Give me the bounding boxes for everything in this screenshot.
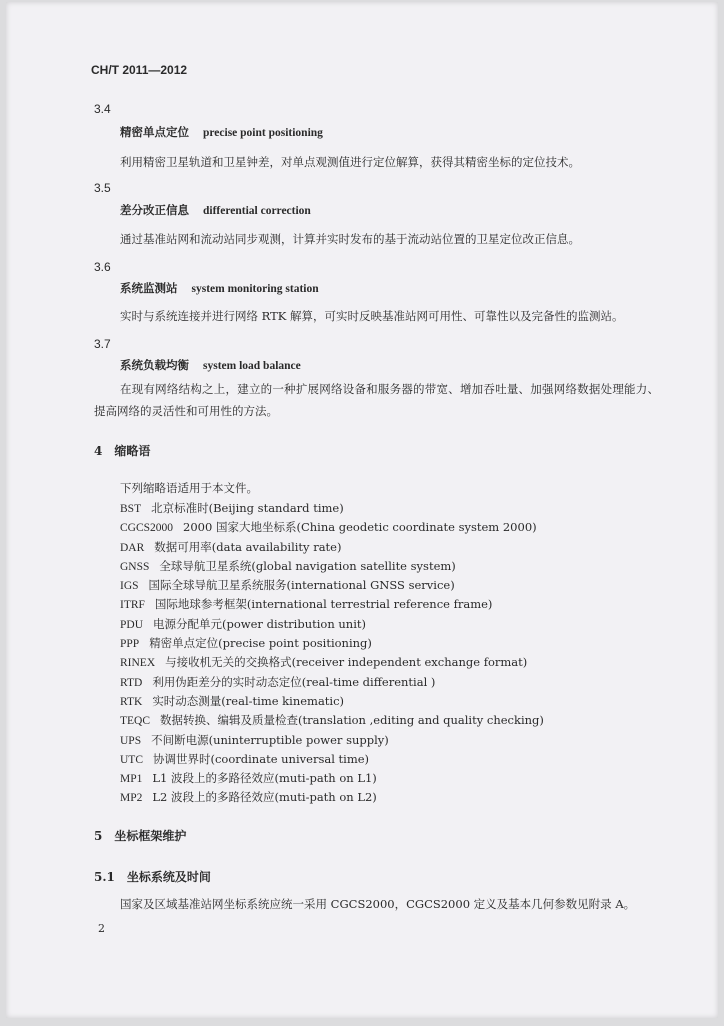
abbreviation: ITRF bbox=[120, 599, 145, 612]
abbreviation: RTD bbox=[120, 676, 143, 689]
page-number: 2 bbox=[98, 922, 105, 935]
abbreviation-item bbox=[120, 557, 544, 576]
abbreviation: CGCS2000 bbox=[120, 522, 174, 535]
term-cn: 差分改正信息 bbox=[120, 203, 189, 217]
abbreviation: PDU bbox=[120, 618, 144, 631]
abbreviation: UPS bbox=[120, 734, 142, 747]
abbreviation: PPP bbox=[120, 638, 140, 651]
abbreviation-item bbox=[120, 731, 544, 750]
abbreviation-item bbox=[120, 788, 544, 807]
section-intro: 下列缩略语适用于本文件。 bbox=[120, 481, 258, 495]
section-heading: 5 坐标框架维护 bbox=[94, 829, 187, 843]
abbreviation: GNSS bbox=[120, 560, 150, 573]
abbreviation: IGS bbox=[120, 580, 139, 593]
term-cn: 系统负载均衡 bbox=[120, 358, 189, 372]
term-definition: 通过基准站网和流动站同步观测，计算并实时发布的基于流动站位置的卫星定位改正信息。 bbox=[120, 232, 580, 246]
abbreviation: MP1 bbox=[120, 773, 143, 786]
abbreviation-desc: L2 波段上的多路径效应(muti-path on L2) bbox=[152, 790, 377, 805]
term-title bbox=[120, 357, 301, 373]
abbreviation: MP2 bbox=[120, 792, 143, 805]
subsection-heading: 5.1 坐标系统及时间 bbox=[94, 870, 211, 884]
abbreviation-item bbox=[120, 595, 544, 614]
abbreviation: RINEX bbox=[120, 657, 156, 670]
term-title bbox=[120, 124, 323, 140]
standard-code-header: CH/T 2011—2012 bbox=[91, 63, 188, 77]
document-page bbox=[6, 2, 718, 1018]
abbreviation-item bbox=[120, 615, 544, 634]
abbreviation-desc: 国际全球导航卫星系统服务(international GNSS service) bbox=[148, 578, 455, 593]
abbreviation-desc: 利用伪距差分的实时动态定位(real-time differential ) bbox=[152, 674, 436, 689]
clause-number: 3.4 bbox=[94, 102, 111, 116]
abbreviation-item bbox=[120, 518, 544, 537]
abbreviation-item bbox=[120, 673, 544, 692]
abbreviation-item bbox=[120, 769, 544, 788]
term-cn: 系统监测站 bbox=[120, 281, 178, 295]
abbreviation: TEQC bbox=[120, 715, 151, 728]
clause-number: 3.6 bbox=[94, 260, 111, 274]
term-definition: 在现有网络结构之上，建立的一种扩展网络设备和服务器的带宽、增加吞吐量、加强网络数据处理能力、提高网络的灵活性和可用性的方法。 bbox=[94, 382, 659, 418]
clause-number: 3.5 bbox=[94, 181, 111, 195]
abbreviation-desc: 2000 国家大地坐标系(China geodetic coordinate system 2000) bbox=[183, 520, 537, 535]
abbreviation-desc: L1 波段上的多路径效应(muti-path on L1) bbox=[152, 771, 377, 786]
abbreviation-item bbox=[120, 538, 544, 557]
abbreviation-desc: 数据可用率(data availability rate) bbox=[154, 539, 342, 554]
term-cn: 精密单点定位 bbox=[120, 125, 189, 139]
abbreviation-desc: 北京标准时(Beijing standard time) bbox=[151, 501, 344, 515]
term-title bbox=[120, 280, 319, 296]
section-heading: 4 缩略语 bbox=[94, 444, 151, 458]
term-en: precise point positioning bbox=[203, 127, 323, 139]
abbreviation-item bbox=[120, 711, 544, 730]
abbreviation-list bbox=[120, 499, 544, 808]
abbreviation-desc: 国际地球参考框架(international terrestrial reference frame) bbox=[154, 597, 493, 612]
abbreviation-desc: 不间断电源(uninterruptible power supply) bbox=[151, 732, 389, 747]
term-title bbox=[120, 202, 311, 218]
abbreviation-item bbox=[120, 653, 544, 672]
abbreviation-item bbox=[120, 576, 544, 595]
abbreviation: UTC bbox=[120, 753, 143, 766]
term-definition: 实时与系统连接并进行网络 RTK 解算，可实时反映基准站网可用性、可靠性以及完备性的监测站。 bbox=[120, 309, 624, 323]
term-en: differential correction bbox=[203, 205, 311, 217]
abbreviation-desc: 协调世界时(coordinate universal time) bbox=[153, 751, 370, 766]
abbreviation: DAR bbox=[120, 541, 145, 554]
abbreviation-desc: 实时动态测量(real-time kinematic) bbox=[152, 693, 345, 708]
abbreviation-item bbox=[120, 692, 544, 711]
abbreviation-desc: 精密单点定位(precise point positioning) bbox=[149, 636, 372, 651]
term-en: system monitoring station bbox=[191, 283, 319, 295]
clause-number: 3.7 bbox=[94, 337, 111, 351]
term-definition: 利用精密卫星轨道和卫星钟差，对单点观测值进行定位解算，获得其精密坐标的定位技术。 bbox=[120, 155, 580, 169]
abbreviation-item bbox=[120, 634, 544, 653]
subsection-text: 国家及区域基准站网坐标系统应统一采用 CGCS2000，CGCS2000 定义及基本几何参数见附录 A。 bbox=[120, 897, 636, 911]
term-en: system load balance bbox=[203, 360, 301, 372]
abbreviation: BST bbox=[120, 503, 142, 515]
abbreviation-desc: 与接收机无关的交换格式(receiver independent exchange format) bbox=[165, 655, 528, 670]
abbreviation: RTK bbox=[120, 695, 143, 708]
abbreviation-item bbox=[120, 750, 544, 769]
abbreviation-desc: 全球导航卫星系统(global navigation satellite system) bbox=[159, 558, 456, 573]
abbreviation-desc: 数据转换、编辑及质量检查(translation ,editing and quality checking) bbox=[160, 713, 544, 728]
abbreviation-desc: 电源分配单元(power distribution unit) bbox=[153, 616, 366, 631]
abbreviation-item bbox=[120, 499, 544, 518]
